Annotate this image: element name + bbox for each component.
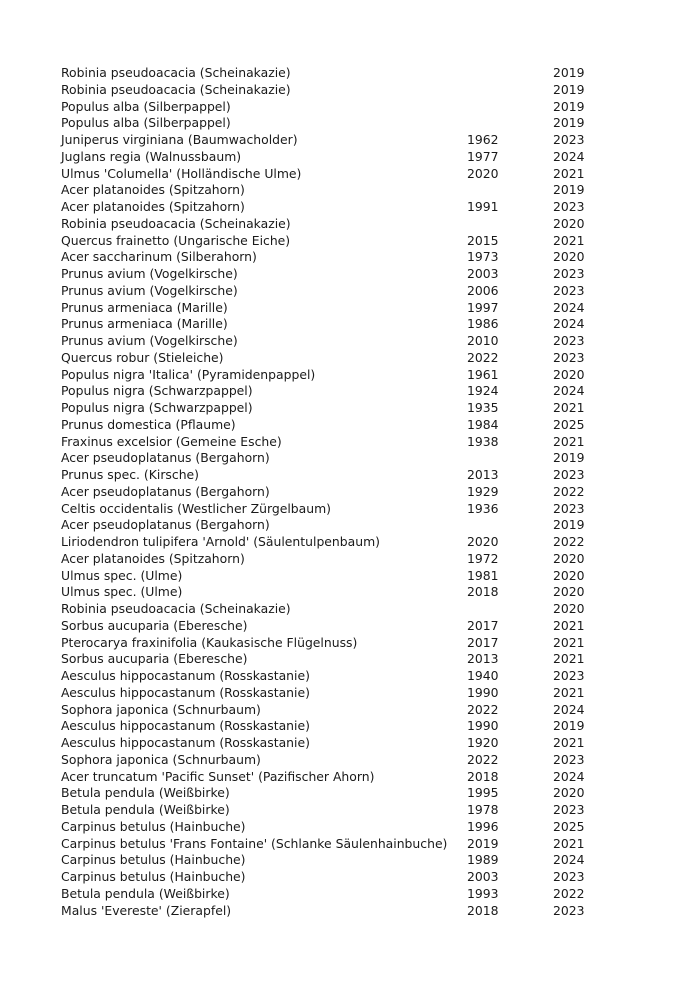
tree-name-cell: Aesculus hippocastanum (Rosskastanie) (61, 718, 310, 734)
tree-name-cell: Populus nigra (Schwarzpappel) (61, 383, 253, 399)
year-1-cell: 1990 (467, 718, 499, 734)
year-1-cell: 1996 (467, 818, 499, 834)
year-2-cell: 2021 (553, 165, 585, 181)
table-row (61, 149, 621, 166)
tree-name-cell: Acer pseudoplatanus (Bergahorn) (61, 450, 270, 466)
table-row (61, 400, 621, 417)
year-2-cell: 2024 (553, 768, 585, 784)
year-2-cell: 2021 (553, 835, 585, 851)
table-row (61, 484, 621, 501)
year-2-cell: 2022 (553, 885, 585, 901)
table-row (61, 584, 621, 601)
year-2-cell: 2019 (553, 98, 585, 114)
year-2-cell: 2023 (553, 751, 585, 767)
table-row (61, 350, 621, 367)
year-2-cell: 2019 (553, 450, 585, 466)
year-2-cell: 2019 (553, 517, 585, 533)
table-row (61, 467, 621, 484)
tree-name-cell: Robinia pseudoacacia (Scheinakazie) (61, 81, 291, 97)
year-2-cell: 2021 (553, 684, 585, 700)
table-row (61, 283, 621, 300)
table-row (61, 618, 621, 635)
table-row (61, 300, 621, 317)
year-2-cell: 2020 (553, 584, 585, 600)
year-2-cell: 2020 (553, 601, 585, 616)
tree-name-cell: Pterocarya fraxinifolia (Kaukasische Flügelnuss) (61, 634, 358, 650)
tree-name-cell: Acer platanoides (Spitzahorn) (61, 182, 245, 198)
year-1-cell: 2018 (467, 902, 499, 918)
year-1-cell: 1991 (467, 199, 499, 214)
year-1-cell: 2003 (467, 266, 499, 281)
tree-name-cell: Fraxinus excelsior (Gemeine Esche) (61, 433, 282, 449)
tree-name-cell: Celtis occidentalis (Westlicher Zürgelbaum) (61, 500, 331, 516)
tree-name-cell: Sorbus aucuparia (Eberesche) (61, 651, 248, 667)
table-row (61, 702, 621, 719)
table-row (61, 266, 621, 283)
tree-name-cell: Quercus frainetto (Ungarische Eiche) (61, 232, 291, 248)
year-1-cell: 1984 (467, 416, 499, 432)
year-1-cell: 1938 (467, 433, 499, 449)
year-2-cell: 2019 (553, 115, 585, 131)
table-row (61, 383, 621, 400)
tree-name-cell: Acer platanoides (Spitzahorn) (61, 550, 245, 566)
year-2-cell: 2023 (553, 266, 585, 281)
year-1-cell: 2020 (467, 165, 499, 181)
table-row (61, 869, 621, 886)
tree-name-cell: Ulmus spec. (Ulme) (61, 584, 183, 600)
year-2-cell: 2021 (553, 232, 585, 248)
year-1-cell: 1936 (467, 500, 499, 516)
tree-name-cell: Carpinus betulus 'Frans Fontaine' (Schlanke Säulenhainbuche) (61, 835, 448, 851)
table-row (61, 199, 621, 216)
year-1-cell: 2022 (467, 349, 499, 365)
tree-name-cell: Populus nigra 'Italica' (Pyramidenpappel) (61, 366, 316, 382)
year-1-cell: 1972 (467, 550, 499, 566)
year-2-cell: 2020 (553, 249, 585, 265)
year-1-cell: 2017 (467, 634, 499, 650)
tree-name-cell: Juglans regia (Walnussbaum) (61, 148, 242, 164)
year-1-cell: 2003 (467, 869, 499, 884)
table-row (61, 182, 621, 199)
year-2-cell: 2023 (553, 902, 585, 918)
table-row (61, 417, 621, 434)
tree-name-cell: Robinia pseudoacacia (Scheinakazie) (61, 65, 291, 80)
year-2-cell: 2024 (553, 299, 585, 315)
year-1-cell: 2018 (467, 584, 499, 600)
table-row (61, 836, 621, 853)
year-1-cell: 2013 (467, 651, 499, 667)
tree-name-cell: Acer pseudoplatanus (Bergahorn) (61, 483, 270, 499)
year-2-cell: 2019 (553, 718, 585, 734)
year-1-cell: 2018 (467, 768, 499, 784)
year-1-cell: 2010 (467, 333, 499, 348)
year-2-cell: 2021 (553, 433, 585, 449)
table-row (61, 65, 621, 82)
table-row (61, 819, 621, 836)
tree-name-cell: Robinia pseudoacacia (Scheinakazie) (61, 215, 291, 231)
year-2-cell: 2024 (553, 852, 585, 868)
tree-name-cell: Sorbus aucuparia (Eberesche) (61, 617, 248, 633)
year-2-cell: 2020 (553, 567, 585, 583)
year-1-cell: 1973 (467, 249, 499, 265)
table-row (61, 115, 621, 132)
tree-name-cell: Prunus avium (Vogelkirsche) (61, 333, 238, 348)
tree-name-cell: Malus 'Evereste' (Zierapfel) (61, 902, 232, 918)
tree-name-cell: Prunus spec. (Kirsche) (61, 467, 200, 482)
year-2-cell: 2024 (553, 701, 585, 717)
year-1-cell: 1929 (467, 483, 499, 499)
table-row (61, 785, 621, 802)
year-2-cell: 2024 (553, 316, 585, 332)
year-2-cell: 2021 (553, 617, 585, 633)
table-row (61, 852, 621, 869)
tree-name-cell: Prunus avium (Vogelkirsche) (61, 266, 238, 281)
tree-name-cell: Prunus armeniaca (Marille) (61, 316, 228, 332)
year-2-cell: 2021 (553, 735, 585, 750)
year-1-cell: 1940 (467, 668, 499, 683)
tree-name-cell: Prunus avium (Vogelkirsche) (61, 282, 238, 298)
tree-name-cell: Quercus robur (Stieleiche) (61, 349, 224, 365)
tree-name-cell: Acer pseudoplatanus (Bergahorn) (61, 517, 270, 533)
table-row (61, 886, 621, 903)
tree-name-cell: Betula pendula (Weißbirke) (61, 885, 230, 901)
year-2-cell: 2020 (553, 785, 585, 801)
year-2-cell: 2025 (553, 818, 585, 834)
year-1-cell: 2022 (467, 751, 499, 767)
table-row (61, 551, 621, 568)
year-1-cell: 1981 (467, 567, 499, 583)
table-row (61, 568, 621, 585)
year-1-cell: 2006 (467, 282, 499, 298)
tree-name-cell: Carpinus betulus (Hainbuche) (61, 852, 246, 868)
tree-name-cell: Betula pendula (Weißbirke) (61, 785, 230, 801)
year-2-cell: 2019 (553, 65, 585, 80)
table-row (61, 82, 621, 99)
table-row (61, 216, 621, 233)
table-row (61, 132, 621, 149)
year-2-cell: 2024 (553, 383, 585, 399)
year-1-cell: 1993 (467, 885, 499, 901)
year-2-cell: 2023 (553, 869, 585, 884)
year-2-cell: 2020 (553, 215, 585, 231)
year-1-cell: 1935 (467, 400, 499, 415)
year-2-cell: 2022 (553, 483, 585, 499)
tree-name-cell: Juniperus virginiana (Baumwacholder) (61, 132, 298, 147)
year-2-cell: 2023 (553, 467, 585, 482)
year-2-cell: 2021 (553, 400, 585, 415)
tree-name-cell: Acer truncatum 'Pacific Sunset' (Pazifischer Ahorn) (61, 768, 375, 784)
tree-name-cell: Ulmus spec. (Ulme) (61, 567, 183, 583)
year-1-cell: 1924 (467, 383, 499, 399)
table-row (61, 752, 621, 769)
tree-name-cell: Carpinus betulus (Hainbuche) (61, 818, 246, 834)
tree-name-cell: Populus alba (Silberpappel) (61, 98, 231, 114)
table-row (61, 434, 621, 451)
table-row (61, 601, 621, 618)
table-row (61, 802, 621, 819)
year-1-cell: 1990 (467, 684, 499, 700)
tree-name-cell: Acer saccharinum (Silberahorn) (61, 249, 257, 265)
year-1-cell: 2020 (467, 534, 499, 549)
tree-name-cell: Populus nigra (Schwarzpappel) (61, 400, 253, 415)
table-row (61, 166, 621, 183)
year-1-cell: 2019 (467, 835, 499, 851)
year-1-cell: 2015 (467, 232, 499, 248)
tree-name-cell: Liriodendron tulipifera 'Arnold' (Säulentulpenbaum) (61, 534, 380, 549)
table-row (61, 501, 621, 518)
table-row (61, 517, 621, 534)
table-row (61, 249, 621, 266)
year-2-cell: 2023 (553, 349, 585, 365)
tree-name-cell: Ulmus 'Columella' (Holländische Ulme) (61, 165, 302, 181)
table-row (61, 450, 621, 467)
tree-name-cell: Carpinus betulus (Hainbuche) (61, 869, 246, 884)
year-2-cell: 2023 (553, 132, 585, 147)
year-2-cell: 2023 (553, 802, 585, 817)
year-2-cell: 2023 (553, 199, 585, 214)
year-1-cell: 1977 (467, 148, 499, 164)
table-row (61, 233, 621, 250)
table-row (61, 635, 621, 652)
year-1-cell: 1962 (467, 132, 499, 147)
tree-name-cell: Betula pendula (Weißbirke) (61, 802, 230, 817)
year-1-cell: 2022 (467, 701, 499, 717)
year-1-cell: 1978 (467, 802, 499, 817)
year-1-cell: 1989 (467, 852, 499, 868)
year-2-cell: 2024 (553, 148, 585, 164)
year-2-cell: 2020 (553, 550, 585, 566)
tree-name-cell: Sophora japonica (Schnurbaum) (61, 751, 261, 767)
table-row (61, 735, 621, 752)
tree-name-cell: Aesculus hippocastanum (Rosskastanie) (61, 684, 310, 700)
table-row (61, 333, 621, 350)
table-row (61, 668, 621, 685)
year-2-cell: 2023 (553, 282, 585, 298)
year-1-cell: 1995 (467, 785, 499, 801)
year-1-cell: 1961 (467, 366, 499, 382)
table-row (61, 651, 621, 668)
tree-name-cell: Populus alba (Silberpappel) (61, 115, 231, 131)
year-1-cell: 2017 (467, 617, 499, 633)
year-2-cell: 2023 (553, 500, 585, 516)
year-2-cell: 2023 (553, 668, 585, 683)
year-1-cell: 2013 (467, 467, 499, 482)
year-1-cell: 1920 (467, 735, 499, 750)
table-row (61, 367, 621, 384)
tree-name-cell: Robinia pseudoacacia (Scheinakazie) (61, 601, 291, 616)
table-row (61, 718, 621, 735)
table-row (61, 99, 621, 116)
table-row (61, 534, 621, 551)
year-1-cell: 1986 (467, 316, 499, 332)
year-2-cell: 2019 (553, 81, 585, 97)
year-2-cell: 2019 (553, 182, 585, 198)
year-2-cell: 2025 (553, 416, 585, 432)
tree-table (61, 65, 621, 919)
tree-name-cell: Aesculus hippocastanum (Rosskastanie) (61, 668, 310, 683)
year-2-cell: 2021 (553, 651, 585, 667)
table-row (61, 316, 621, 333)
year-2-cell: 2023 (553, 333, 585, 348)
year-1-cell: 1997 (467, 299, 499, 315)
tree-name-cell: Aesculus hippocastanum (Rosskastanie) (61, 735, 310, 750)
table-row (61, 903, 621, 920)
tree-name-cell: Sophora japonica (Schnurbaum) (61, 701, 261, 717)
year-2-cell: 2020 (553, 366, 585, 382)
tree-name-cell: Prunus domestica (Pflaume) (61, 416, 236, 432)
year-2-cell: 2022 (553, 534, 585, 549)
year-2-cell: 2021 (553, 634, 585, 650)
tree-name-cell: Acer platanoides (Spitzahorn) (61, 199, 245, 214)
tree-name-cell: Prunus armeniaca (Marille) (61, 299, 228, 315)
table-row (61, 685, 621, 702)
table-row (61, 769, 621, 786)
